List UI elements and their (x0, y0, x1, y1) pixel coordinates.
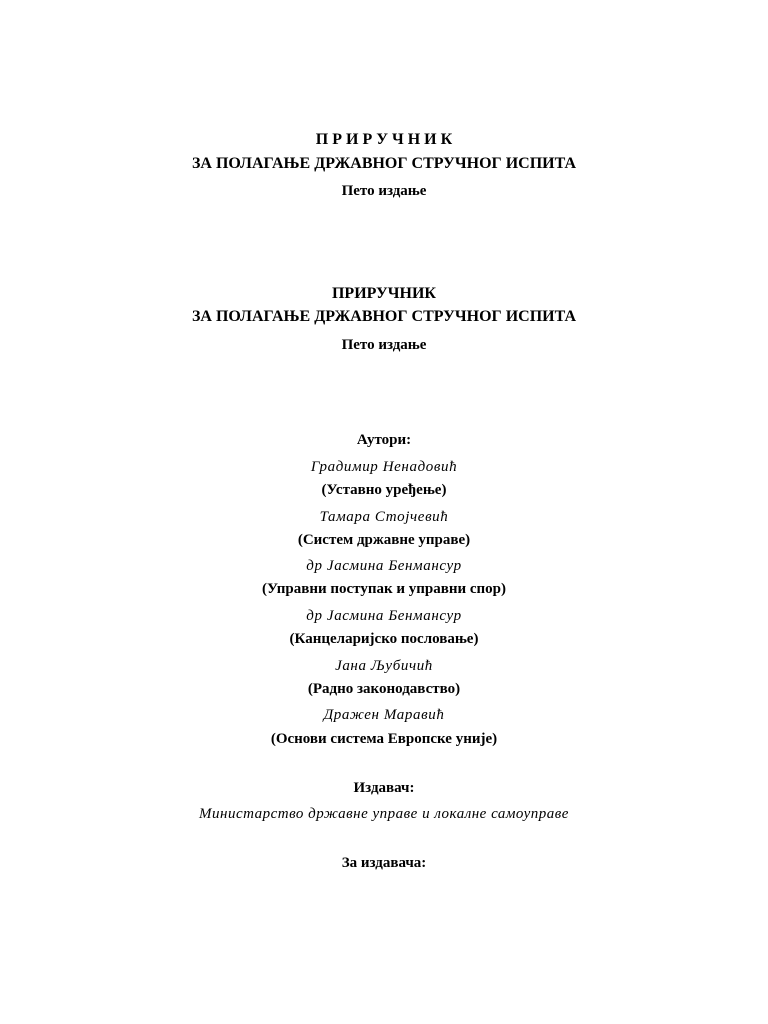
author-section: (Радно законодавство) (307, 681, 461, 697)
title-page-title: ПРИРУЧНИК (331, 285, 436, 302)
author-name: др Јасмина Бенмансур (306, 558, 462, 574)
author-name: Градимир Ненадовић (310, 459, 458, 475)
for-publisher-heading: За издавача: (341, 855, 427, 871)
publisher-heading: Издавач: (353, 780, 415, 796)
cover-edition: Пето издање (341, 183, 427, 199)
cover-title: П Р И Р У Ч Н И К (315, 131, 453, 148)
author-name: Тамара Стојчевић (319, 509, 449, 525)
authors-heading: Аутори: (356, 432, 412, 448)
author-section: (Уставно уређење) (321, 482, 447, 498)
author-name: Дражен Маравић (323, 707, 445, 723)
author-section: (Управни поступак и управни спор) (261, 581, 507, 597)
author-name: др Јасмина Бенмансур (306, 608, 462, 624)
author-section: (Канцеларијско пословање) (289, 631, 479, 647)
title-page-subtitle: ЗА ПОЛАГАЊЕ ДРЖАВНОГ СТРУЧНОГ ИСПИТА (191, 308, 577, 325)
publisher-name: Министарство државне управе и локалне самоуправе (199, 806, 569, 822)
title-page-edition: Пето издање (341, 337, 427, 353)
cover-subtitle: ЗА ПОЛАГАЊЕ ДРЖАВНОГ СТРУЧНОГ ИСПИТА (191, 155, 577, 172)
author-section: (Систем државне управе) (297, 532, 471, 548)
author-name: Јана Љубичић (335, 658, 433, 674)
author-section: (Основи система Европске уније) (270, 731, 498, 747)
